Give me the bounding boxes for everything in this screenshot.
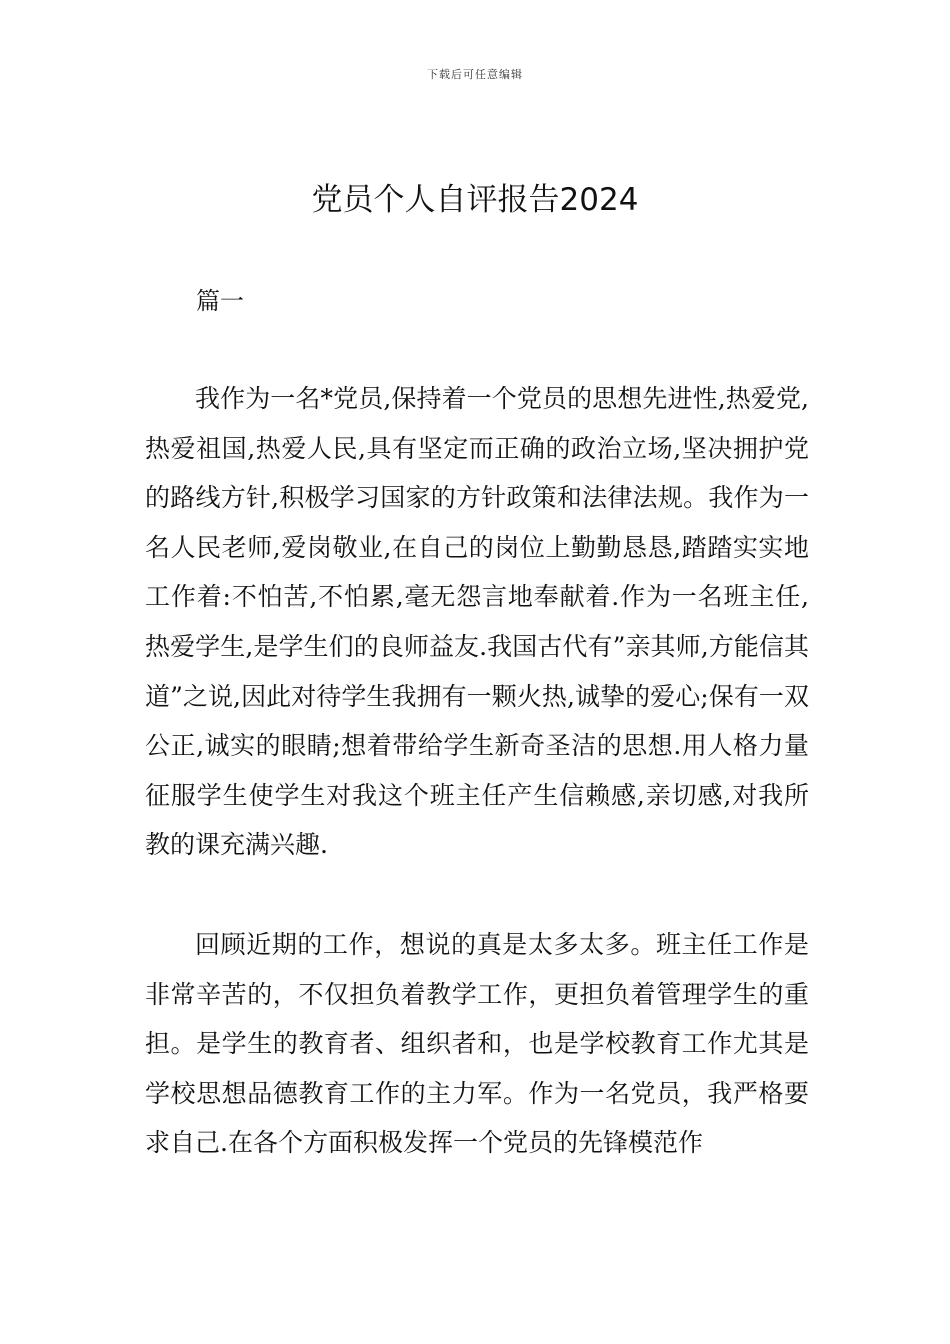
document-title: 党员个人自评报告2024 <box>311 182 639 218</box>
section-label: 篇一 <box>196 287 244 315</box>
body-paragraph-1: 我作为一名*党员,保持着一个党员的思想先进性,热爱党,热爱祖国,热爱人民,具有坚定而正确的政治立场,坚决拥护党的路线方针,积极学习国家的方针政策和法律法规。我作为一名人民老师,爱岗敬业,在自己的岗位上勤勤恳恳,踏踏实实地工作着:不怕苦,不怕累,毫无怨言地奉献着.作为一名班主任,热爱学生,是学生们的良师益友.我国古代有”亲其师,方能信其道”之说,因此对待学生我拥有一颗火热,诚挚的爱心;保有一双公正,诚实的眼睛;想着带给学生新奇圣洁的思想.用人格力量征服学生使学生对我这个班主任产生信赖感,亲切感,对我所教的课充满兴趣. <box>145 384 809 860</box>
header-note: 下载后可任意编辑 <box>427 68 523 81</box>
body-paragraph-2: 回顾近期的工作，想说的真是太多太多。班主任工作是非常辛苦的，不仅担负着教学工作，更担负着管理学生的重担。是学生的教育者、组织者和，也是学校教育工作尤其是学校思想品德教育工作的主力军。作为一名党员，我严格要求自己.在各个方面积极发挥一个党员的先锋模范作 <box>145 930 809 1158</box>
